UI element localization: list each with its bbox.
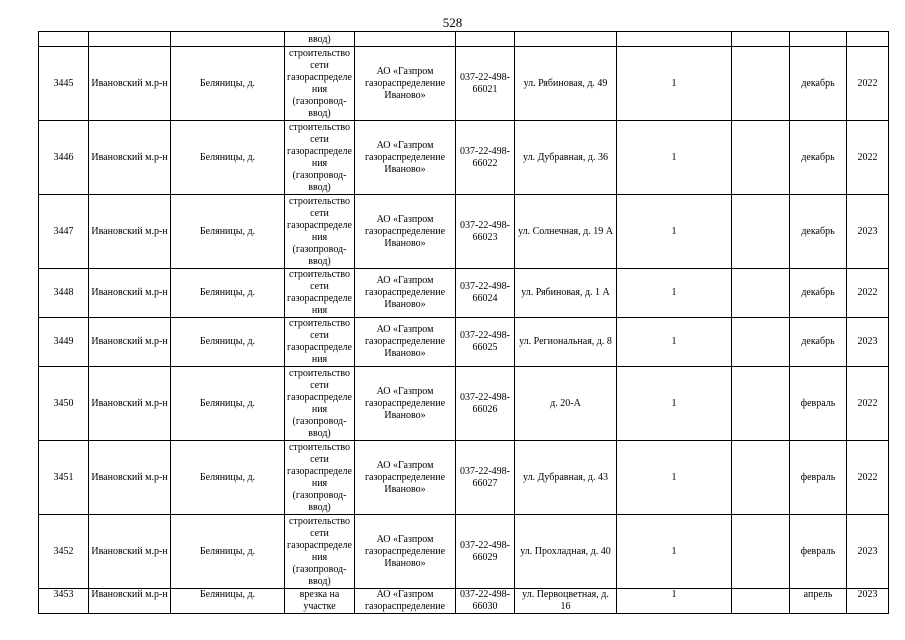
settlement-cell: Беляницы, д. — [171, 121, 285, 195]
district-cell: Ивановский м.р-н — [89, 195, 171, 269]
row-number-cell: 3449 — [39, 318, 89, 367]
row-number-cell: 3453 — [39, 589, 89, 614]
address-cell: д. 20-А — [515, 367, 617, 441]
organization-cell: АО «Газпром газораспределение — [355, 589, 456, 614]
work-cell: врезка на участке — [285, 589, 355, 614]
district-cell: Ивановский м.р-н — [89, 121, 171, 195]
address-cell: ул. Рябиновая, д. 49 — [515, 47, 617, 121]
work-cell: строительство сети газораспределения (газопровод-ввод) — [285, 367, 355, 441]
row-number-cell: 3445 — [39, 47, 89, 121]
empty-cell — [732, 269, 790, 318]
count-cell: 1 — [617, 269, 732, 318]
count-cell: 1 — [617, 367, 732, 441]
code-cell: 037-22-498-66025 — [456, 318, 515, 367]
district-cell: Ивановский м.р-н — [89, 441, 171, 515]
code-cell: 037-22-498-66029 — [456, 515, 515, 589]
organization-cell: АО «Газпром газораспределение Иваново» — [355, 318, 456, 367]
month-cell: декабрь — [790, 318, 847, 367]
year-cell: 2023 — [847, 515, 889, 589]
settlement-cell: Беляницы, д. — [171, 367, 285, 441]
year-cell: 2023 — [847, 318, 889, 367]
row-number-cell: 3452 — [39, 515, 89, 589]
empty-cell — [732, 195, 790, 269]
continuation-row — [39, 32, 889, 47]
settlement-cell: Беляницы, д. — [171, 515, 285, 589]
work-cell: строительство сети газораспределения (газопровод-ввод) — [285, 441, 355, 515]
year-cell: 2022 — [847, 441, 889, 515]
district-cell: Ивановский м.р-н — [89, 589, 171, 614]
organization-cell: АО «Газпром газораспределение Иваново» — [355, 367, 456, 441]
district-cell: Ивановский м.р-н — [89, 318, 171, 367]
organization-cell: АО «Газпром газораспределение Иваново» — [355, 195, 456, 269]
address-cell: ул. Дубравная, д. 43 — [515, 441, 617, 515]
work-cell: строительство сети газораспределения (газопровод-ввод) — [285, 195, 355, 269]
empty-cell — [732, 121, 790, 195]
year-cell: 2023 — [847, 195, 889, 269]
table-row — [39, 121, 889, 195]
work-cell: строительство сети газораспределения (газопровод-ввод) — [285, 515, 355, 589]
count-cell: 1 — [617, 515, 732, 589]
month-cell: декабрь — [790, 195, 847, 269]
count-cell: 1 — [617, 589, 732, 614]
count-cell: 1 — [617, 441, 732, 515]
settlement-cell: Беляницы, д. — [171, 47, 285, 121]
registry-table — [38, 31, 889, 614]
settlement-cell: Беляницы, д. — [171, 269, 285, 318]
count-cell: 1 — [617, 47, 732, 121]
code-cell: 037-22-498-66027 — [456, 441, 515, 515]
address-cell: ул. Региональная, д. 8 — [515, 318, 617, 367]
settlement-cell: Беляницы, д. — [171, 195, 285, 269]
row-number-cell: 3448 — [39, 269, 89, 318]
month-cell: февраль — [790, 367, 847, 441]
work-cell: строительство сети газораспределения — [285, 269, 355, 318]
month-cell: февраль — [790, 515, 847, 589]
empty-cell — [732, 589, 790, 614]
year-cell: 2022 — [847, 47, 889, 121]
table-row — [39, 318, 889, 367]
organization-cell: АО «Газпром газораспределение Иваново» — [355, 47, 456, 121]
empty-cell — [732, 441, 790, 515]
empty-cell — [732, 515, 790, 589]
month-cell: апрель — [790, 589, 847, 614]
code-cell: 037-22-498-66030 — [456, 589, 515, 614]
empty-cell — [732, 318, 790, 367]
row-number-cell: 3451 — [39, 441, 89, 515]
code-cell: 037-22-498-66022 — [456, 121, 515, 195]
month-cell: декабрь — [790, 47, 847, 121]
address-cell: ул. Прохладная, д. 40 — [515, 515, 617, 589]
table-row — [39, 515, 889, 589]
address-cell: ул. Рябиновая, д. 1 А — [515, 269, 617, 318]
row-number-cell: 3446 — [39, 121, 89, 195]
settlement-cell: Беляницы, д. — [171, 589, 285, 614]
district-cell: Ивановский м.р-н — [89, 367, 171, 441]
page-number: 528 — [442, 15, 463, 30]
settlement-cell: Беляницы, д. — [171, 318, 285, 367]
organization-cell: АО «Газпром газораспределение Иваново» — [355, 515, 456, 589]
table-row — [39, 441, 889, 515]
organization-cell: АО «Газпром газораспределение Иваново» — [355, 121, 456, 195]
table-row — [39, 195, 889, 269]
table-row — [39, 269, 889, 318]
row-number-cell: 3450 — [39, 367, 89, 441]
year-cell: 2022 — [847, 121, 889, 195]
address-cell: ул. Первоцветная, д. 16 — [515, 589, 617, 614]
code-cell: 037-22-498-66023 — [456, 195, 515, 269]
district-cell: Ивановский м.р-н — [89, 269, 171, 318]
organization-cell: АО «Газпром газораспределение Иваново» — [355, 269, 456, 318]
count-cell: 1 — [617, 195, 732, 269]
work-cell: строительство сети газораспределения — [285, 318, 355, 367]
work-cell: ввод) — [285, 32, 355, 47]
table-row — [39, 367, 889, 441]
table-row — [39, 47, 889, 121]
month-cell: февраль — [790, 441, 847, 515]
district-cell: Ивановский м.р-н — [89, 515, 171, 589]
year-cell: 2023 — [847, 589, 889, 614]
settlement-cell: Беляницы, д. — [171, 441, 285, 515]
count-cell: 1 — [617, 318, 732, 367]
code-cell: 037-22-498-66024 — [456, 269, 515, 318]
code-cell: 037-22-498-66021 — [456, 47, 515, 121]
row-number-cell: 3447 — [39, 195, 89, 269]
year-cell: 2022 — [847, 269, 889, 318]
work-cell: строительство сети газораспределения (газопровод-ввод) — [285, 121, 355, 195]
empty-cell — [732, 47, 790, 121]
district-cell: Ивановский м.р-н — [89, 47, 171, 121]
month-cell: декабрь — [790, 121, 847, 195]
month-cell: декабрь — [790, 269, 847, 318]
address-cell: ул. Дубравная, д. 36 — [515, 121, 617, 195]
organization-cell: АО «Газпром газораспределение Иваново» — [355, 441, 456, 515]
table-row — [39, 589, 889, 614]
count-cell: 1 — [617, 121, 732, 195]
empty-cell — [732, 367, 790, 441]
work-cell: строительство сети газораспределения (газопровод-ввод) — [285, 47, 355, 121]
code-cell: 037-22-498-66026 — [456, 367, 515, 441]
year-cell: 2022 — [847, 367, 889, 441]
address-cell: ул. Солнечная, д. 19 А — [515, 195, 617, 269]
